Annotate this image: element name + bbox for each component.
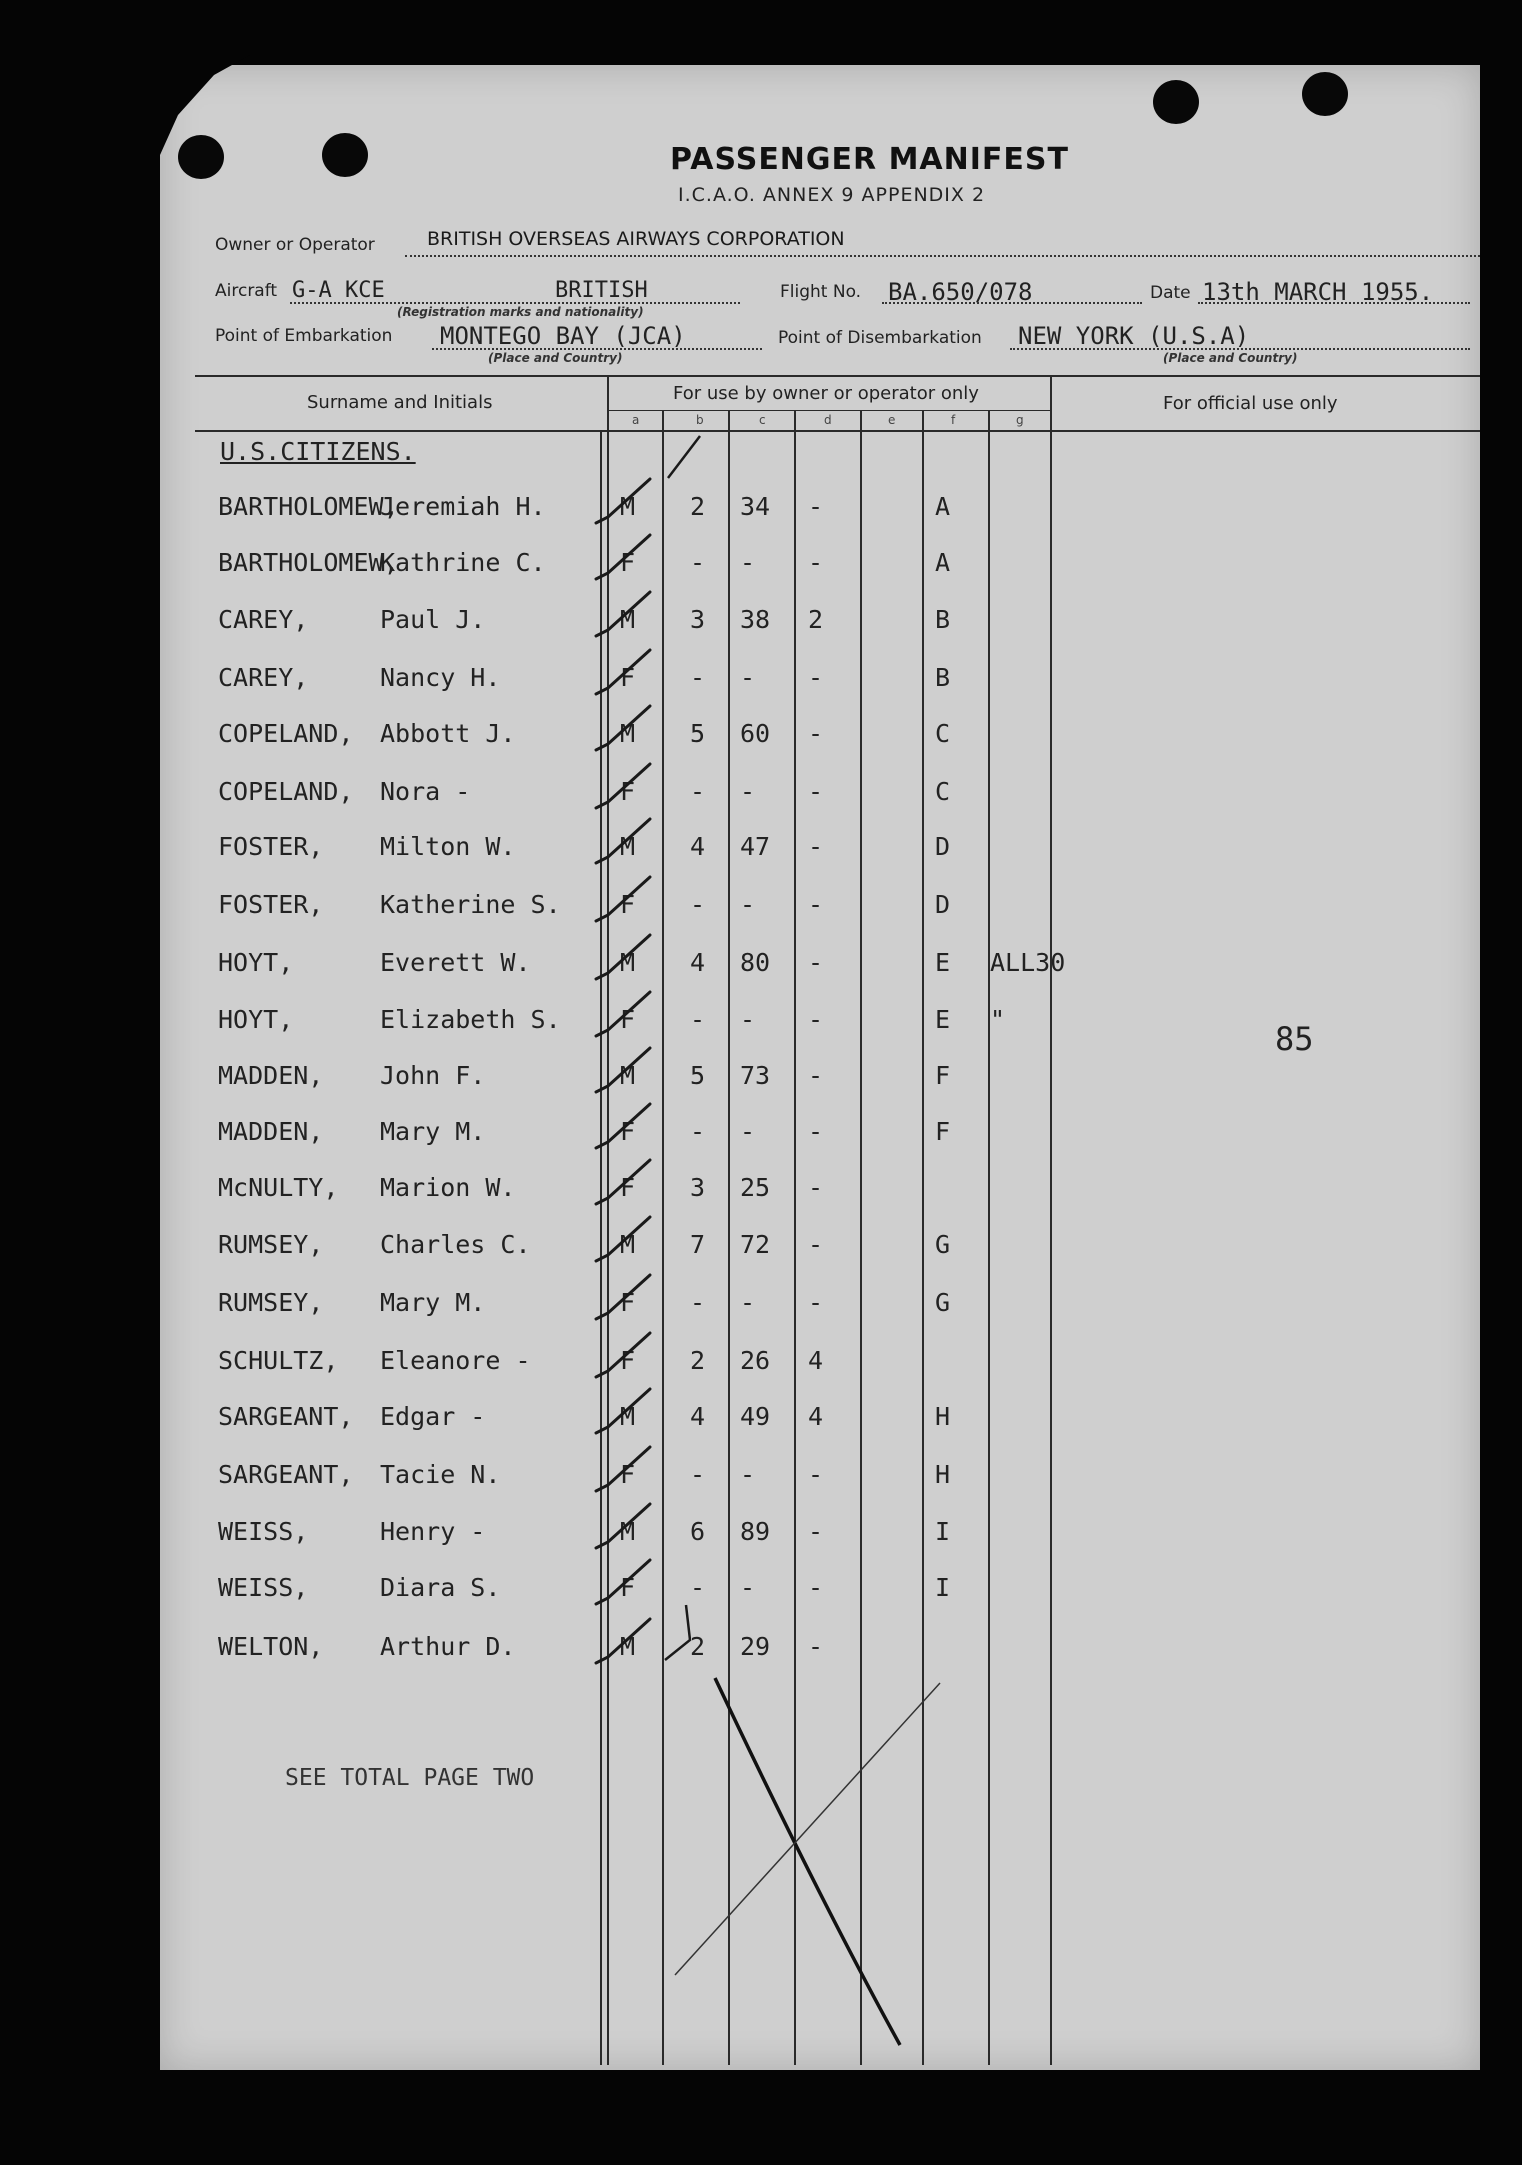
sex-cell: F <box>620 1173 636 1202</box>
tick-mark <box>596 819 650 863</box>
sex-cell: M <box>620 1230 636 1259</box>
col-b-cell: - <box>690 1288 706 1317</box>
surname-cell: RUMSEY, <box>218 1230 324 1259</box>
official-note: 85 <box>1275 1020 1314 1058</box>
given-name-cell: John F. <box>380 1061 486 1090</box>
surname-cell: CAREY, <box>218 605 309 634</box>
given-name-cell: Edgar - <box>380 1402 486 1431</box>
col-c-cell: 89 <box>740 1517 771 1546</box>
surname-cell: COPELAND, <box>218 777 354 806</box>
subcolumn-g: g <box>1016 413 1024 427</box>
col-c-cell: - <box>740 1460 756 1489</box>
col-c-cell: 25 <box>740 1173 771 1202</box>
given-name-cell: Tacie N. <box>380 1460 501 1489</box>
given-name-cell: Abbott J. <box>380 719 516 748</box>
flight-value: BA.650/078 <box>888 278 1033 306</box>
col-c-cell: - <box>740 777 756 806</box>
sex-cell: M <box>620 948 636 977</box>
sex-cell: M <box>620 719 636 748</box>
manifest-title: PASSENGER MANIFEST <box>670 142 1069 177</box>
surname-cell: McNULTY, <box>218 1173 339 1202</box>
tick-mark <box>596 1447 650 1491</box>
col-f-cell: C <box>935 719 951 748</box>
subcolumn-f: f <box>951 413 956 427</box>
given-name-cell: Nora - <box>380 777 471 806</box>
col-d-cell: - <box>808 1173 824 1202</box>
given-name-cell: Everett W. <box>380 948 531 977</box>
embarkation-label: Point of Embarkation <box>215 326 393 346</box>
cross-out-stroke <box>715 1678 900 2045</box>
col-c-cell: - <box>740 1117 756 1146</box>
col-b-cell: 3 <box>690 605 706 634</box>
col-f-cell: A <box>935 492 951 521</box>
col-c-cell: 47 <box>740 832 771 861</box>
sex-cell: M <box>620 492 636 521</box>
col-c-cell: 60 <box>740 719 771 748</box>
disembarkation-value: NEW YORK (U.S.A) <box>1018 322 1250 350</box>
col-d-cell: - <box>808 548 824 577</box>
embarkation-value: MONTEGO BAY (JCA) <box>440 322 686 350</box>
col-d-cell: - <box>808 1573 824 1602</box>
nationality-value: BRITISH <box>555 278 648 303</box>
tick-mark <box>596 992 650 1036</box>
tick-mark <box>596 592 650 636</box>
disembarkation-caption: (Place and Country) <box>1163 351 1298 365</box>
col-d-cell: 4 <box>808 1346 824 1375</box>
col-d-cell: 4 <box>808 1402 824 1431</box>
sex-cell: M <box>620 1632 636 1661</box>
given-name-cell: Eleanore - <box>380 1346 531 1375</box>
col-f-cell: E <box>935 1005 951 1034</box>
surname-cell: HOYT, <box>218 948 294 977</box>
col-d-cell: - <box>808 1632 824 1661</box>
col-d-cell: - <box>808 777 824 806</box>
col-d-cell: - <box>808 1005 824 1034</box>
col-f-cell: H <box>935 1402 951 1431</box>
sex-cell: F <box>620 663 636 692</box>
col-b-cell: - <box>690 1117 706 1146</box>
col-d-cell: - <box>808 1517 824 1546</box>
col-b-cell: 3 <box>690 1173 706 1202</box>
col-d-cell: - <box>808 1230 824 1259</box>
col-d-cell: - <box>808 492 824 521</box>
tick-mark <box>596 650 650 694</box>
col-b-cell: - <box>690 1573 706 1602</box>
col-b-cell: 6 <box>690 1517 706 1546</box>
col-d-cell: - <box>808 890 824 919</box>
tick-mark <box>668 436 700 478</box>
owner-value: BRITISH OVERSEAS AIRWAYS CORPORATION <box>427 228 845 250</box>
given-name-cell: Diara S. <box>380 1573 501 1602</box>
col-c-cell: - <box>740 548 756 577</box>
col-c-cell: 38 <box>740 605 771 634</box>
tick-mark <box>596 1333 650 1377</box>
col-b-cell: 4 <box>690 832 706 861</box>
tick-mark <box>596 1160 650 1204</box>
sex-cell: M <box>620 1061 636 1090</box>
col-f-cell: E <box>935 948 951 977</box>
surname-cell: MADDEN, <box>218 1061 324 1090</box>
col-b-cell: 7 <box>690 1230 706 1259</box>
tick-mark <box>596 535 650 579</box>
given-name-cell: Charles C. <box>380 1230 531 1259</box>
surname-cell: BARTHOLOMEW, <box>218 492 399 521</box>
col-c-cell: - <box>740 890 756 919</box>
tick-mark <box>596 1217 650 1261</box>
col-g-cell: " <box>990 1005 1006 1034</box>
given-name-cell: Nancy H. <box>380 663 501 692</box>
col-d-cell: - <box>808 1288 824 1317</box>
given-name-cell: Mary M. <box>380 1117 486 1146</box>
given-name-cell: Milton W. <box>380 832 516 861</box>
col-b-cell: 5 <box>690 719 706 748</box>
manifest-subtitle: I.C.A.O. ANNEX 9 APPENDIX 2 <box>678 184 986 206</box>
cross-out-stroke <box>675 1683 940 1975</box>
col-c-cell: 49 <box>740 1402 771 1431</box>
sex-cell: F <box>620 1573 636 1602</box>
surname-cell: BARTHOLOMEW, <box>218 548 399 577</box>
col-f-cell: I <box>935 1517 951 1546</box>
col-b-cell: - <box>690 777 706 806</box>
surname-cell: FOSTER, <box>218 832 324 861</box>
col-f-cell: F <box>935 1117 951 1146</box>
col-c-cell: 26 <box>740 1346 771 1375</box>
date-label: Date <box>1150 283 1191 303</box>
embarkation-caption: (Place and Country) <box>488 351 623 365</box>
sex-cell: F <box>620 1346 636 1375</box>
tick-mark <box>596 1104 650 1148</box>
col-c-cell: 73 <box>740 1061 771 1090</box>
surname-cell: WEISS, <box>218 1517 309 1546</box>
subcolumn-d: d <box>824 413 832 427</box>
surname-cell: SARGEANT, <box>218 1402 354 1431</box>
subcolumn-b: b <box>696 413 704 427</box>
col-c-cell: 29 <box>740 1632 771 1661</box>
sex-cell: F <box>620 548 636 577</box>
given-name-cell: Jeremiah H. <box>380 492 546 521</box>
col-f-cell: D <box>935 890 951 919</box>
col-f-cell: A <box>935 548 951 577</box>
col-d-cell: - <box>808 832 824 861</box>
col-c-cell: - <box>740 1288 756 1317</box>
col-f-cell: B <box>935 605 951 634</box>
subcolumn-c: c <box>759 413 766 427</box>
col-f-cell: G <box>935 1288 951 1317</box>
surname-cell: RUMSEY, <box>218 1288 324 1317</box>
tick-mark <box>596 1048 650 1092</box>
col-b-cell: - <box>690 663 706 692</box>
sex-cell: M <box>620 832 636 861</box>
col-b-cell: 5 <box>690 1061 706 1090</box>
surname-cell: WELTON, <box>218 1632 324 1661</box>
col-b-cell: 2 <box>690 1346 706 1375</box>
given-name-cell: Mary M. <box>380 1288 486 1317</box>
surname-cell: HOYT, <box>218 1005 294 1034</box>
col-d-cell: - <box>808 1061 824 1090</box>
given-name-cell: Elizabeth S. <box>380 1005 561 1034</box>
col-d-cell: - <box>808 719 824 748</box>
col-b-cell: - <box>690 1460 706 1489</box>
given-name-cell: Paul J. <box>380 605 486 634</box>
col-b-cell: - <box>690 890 706 919</box>
owner-label: Owner or Operator <box>215 235 375 255</box>
surname-cell: WEISS, <box>218 1573 309 1602</box>
col-d-cell: - <box>808 1117 824 1146</box>
sex-cell: F <box>620 1460 636 1489</box>
footer-note: SEE TOTAL PAGE TWO <box>285 1765 535 1791</box>
given-name-cell: Kathrine C. <box>380 548 546 577</box>
col-b-cell: - <box>690 1005 706 1034</box>
col-c-cell: 72 <box>740 1230 771 1259</box>
tick-mark <box>596 1560 650 1604</box>
tick-mark <box>665 1605 690 1660</box>
sex-cell: M <box>620 605 636 634</box>
surname-cell: CAREY, <box>218 663 309 692</box>
col-f-cell: F <box>935 1061 951 1090</box>
tick-mark <box>596 1619 650 1663</box>
col-b-cell: - <box>690 548 706 577</box>
official-column-header: For official use only <box>1163 393 1338 414</box>
surname-cell: COPELAND, <box>218 719 354 748</box>
col-c-cell: 34 <box>740 492 771 521</box>
date-value: 13th MARCH 1955. <box>1202 278 1434 306</box>
given-name-cell: Arthur D. <box>380 1632 516 1661</box>
col-b-cell: 4 <box>690 948 706 977</box>
sex-cell: F <box>620 1117 636 1146</box>
tick-mark <box>596 1275 650 1319</box>
tick-mark <box>596 1504 650 1548</box>
col-b-cell: 2 <box>690 1632 706 1661</box>
col-b-cell: 2 <box>690 492 706 521</box>
given-name-cell: Marion W. <box>380 1173 516 1202</box>
tick-mark <box>596 935 650 979</box>
tick-mark <box>596 706 650 750</box>
col-f-cell: G <box>935 1230 951 1259</box>
sex-cell: F <box>620 777 636 806</box>
tick-mark <box>596 479 650 523</box>
col-f-cell: I <box>935 1573 951 1602</box>
subcolumn-e: e <box>888 413 896 427</box>
col-c-cell: - <box>740 663 756 692</box>
given-name-cell: Katherine S. <box>380 890 561 919</box>
disembarkation-label: Point of Disembarkation <box>778 328 982 348</box>
tick-mark <box>596 764 650 808</box>
col-f-cell: H <box>935 1460 951 1489</box>
col-d-cell: - <box>808 948 824 977</box>
col-b-cell: 4 <box>690 1402 706 1431</box>
sex-cell: M <box>620 1517 636 1546</box>
operator-column-header: For use by owner or operator only <box>673 383 979 404</box>
aircraft-value: G-A KCE <box>292 278 385 303</box>
sex-cell: M <box>620 1402 636 1431</box>
tick-mark <box>596 1389 650 1433</box>
tick-marks <box>596 479 650 1663</box>
tick-mark <box>596 877 650 921</box>
surname-column-header: Surname and Initials <box>307 392 493 413</box>
sex-cell: F <box>620 1005 636 1034</box>
surname-cell: SCHULTZ, <box>218 1346 339 1375</box>
col-c-cell: - <box>740 1573 756 1602</box>
aircraft-caption: (Registration marks and nationality) <box>397 305 644 319</box>
section-heading: U.S.CITIZENS. <box>220 437 416 466</box>
col-d-cell: - <box>808 1460 824 1489</box>
col-d-cell: 2 <box>808 605 824 634</box>
col-f-cell: B <box>935 663 951 692</box>
surname-cell: MADDEN, <box>218 1117 324 1146</box>
col-g-cell: ALL30 <box>990 948 1066 977</box>
sex-cell: F <box>620 890 636 919</box>
surname-cell: SARGEANT, <box>218 1460 354 1489</box>
subcolumn-a: a <box>632 413 640 427</box>
surname-cell: FOSTER, <box>218 890 324 919</box>
col-c-cell: 80 <box>740 948 771 977</box>
flight-label: Flight No. <box>780 282 862 302</box>
sex-cell: F <box>620 1288 636 1317</box>
col-c-cell: - <box>740 1005 756 1034</box>
given-name-cell: Henry - <box>380 1517 486 1546</box>
aircraft-label: Aircraft <box>215 281 278 301</box>
col-f-cell: D <box>935 832 951 861</box>
col-f-cell: C <box>935 777 951 806</box>
col-d-cell: - <box>808 663 824 692</box>
